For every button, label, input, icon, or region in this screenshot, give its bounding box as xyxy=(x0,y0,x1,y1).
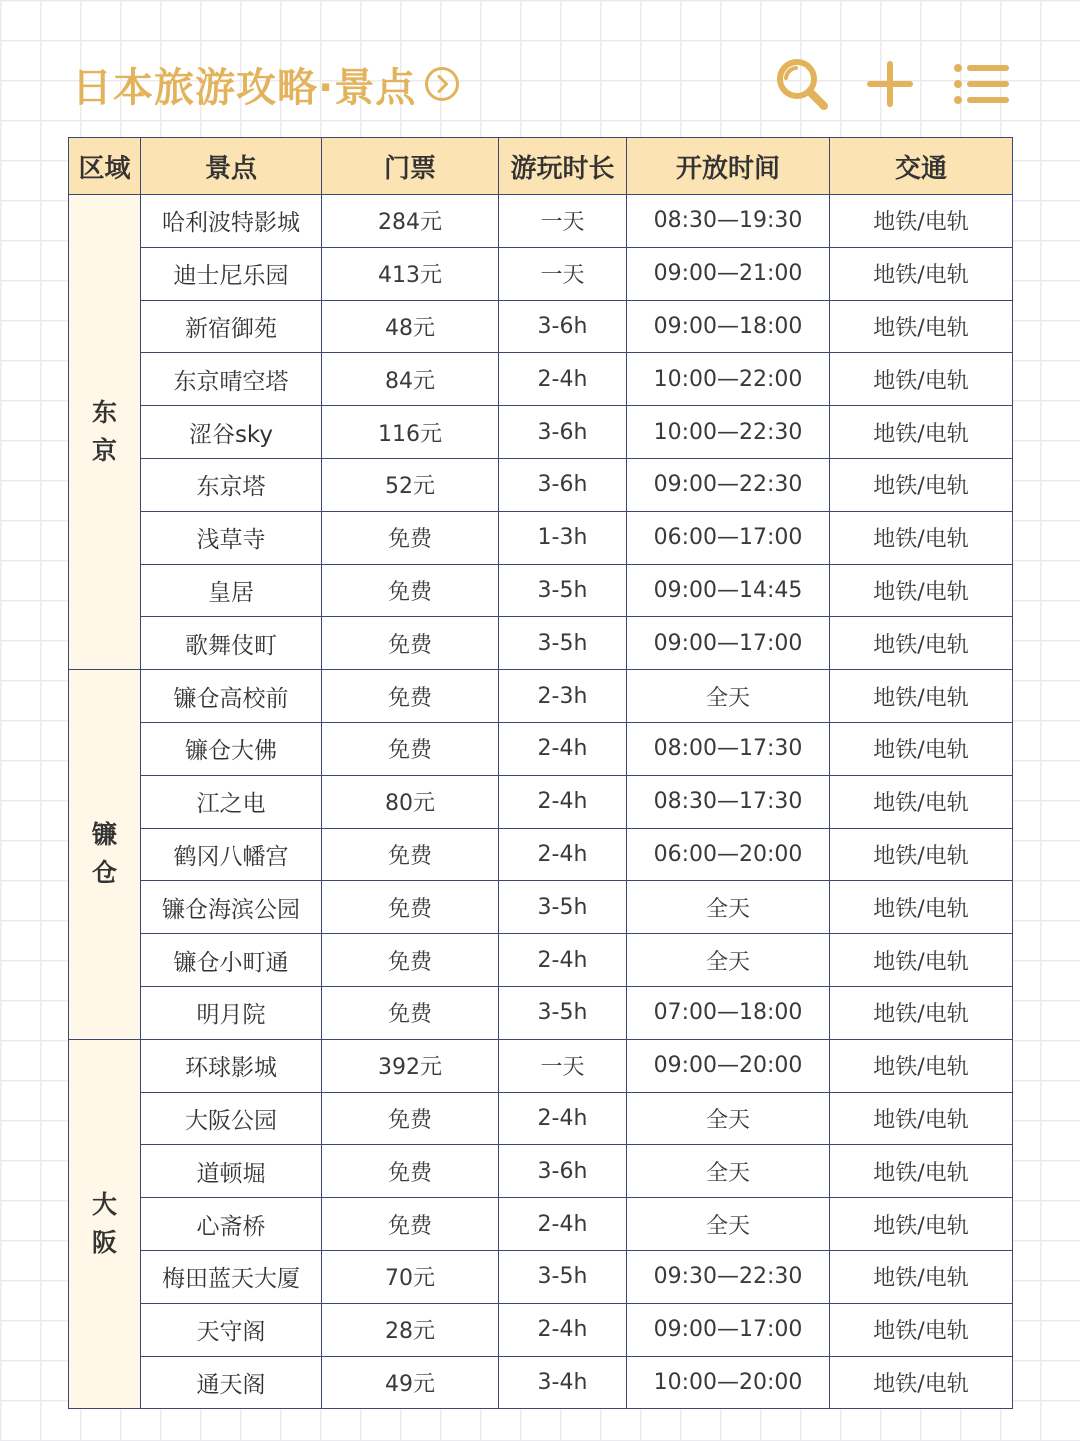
duration-cell: 2-4h xyxy=(499,1303,627,1356)
ticket-cell: 52元 xyxy=(322,458,499,511)
duration-cell: 3-6h xyxy=(499,406,627,459)
table-header-row xyxy=(69,138,1013,195)
column-header-region: 区域 xyxy=(69,138,141,195)
ticket-cell: 免费 xyxy=(322,564,499,617)
duration-cell: 2-4h xyxy=(499,1092,627,1145)
hours-cell: 09:00—21:00 xyxy=(627,247,830,300)
spot-cell: 心斋桥 xyxy=(141,1198,322,1251)
transit-cell: 地铁/电轨 xyxy=(830,1145,1013,1198)
spot-cell: 梅田蓝天大厦 xyxy=(141,1250,322,1303)
table-row xyxy=(69,1039,1013,1092)
ticket-cell: 免费 xyxy=(322,617,499,670)
hours-cell: 全天 xyxy=(627,1092,830,1145)
transit-cell: 地铁/电轨 xyxy=(830,881,1013,934)
duration-cell: 3-5h xyxy=(499,1250,627,1303)
table-row xyxy=(69,1145,1013,1198)
duration-cell: 3-5h xyxy=(499,986,627,1039)
table-row xyxy=(69,564,1013,617)
ticket-cell: 48元 xyxy=(322,300,499,353)
hours-cell: 07:00—18:00 xyxy=(627,986,830,1039)
ticket-cell: 免费 xyxy=(322,1198,499,1251)
ticket-cell: 413元 xyxy=(322,247,499,300)
ticket-cell: 28元 xyxy=(322,1303,499,1356)
duration-cell: 3-5h xyxy=(499,881,627,934)
hours-cell: 08:30—17:30 xyxy=(627,775,830,828)
transit-cell: 地铁/电轨 xyxy=(830,828,1013,881)
transit-cell: 地铁/电轨 xyxy=(830,1198,1013,1251)
column-header-duration: 游玩时长 xyxy=(499,138,627,195)
ticket-cell: 免费 xyxy=(322,934,499,987)
spot-cell: 哈利波特影城 xyxy=(141,195,322,248)
ticket-cell: 116元 xyxy=(322,406,499,459)
spot-cell: 镰仓大佛 xyxy=(141,722,322,775)
duration-cell: 1-3h xyxy=(499,511,627,564)
duration-cell: 一天 xyxy=(499,247,627,300)
transit-cell: 地铁/电轨 xyxy=(830,986,1013,1039)
table-row xyxy=(69,511,1013,564)
transit-cell: 地铁/电轨 xyxy=(830,1039,1013,1092)
list-menu-icon[interactable] xyxy=(950,54,1010,114)
column-header-spot: 景点 xyxy=(141,138,322,195)
table-row xyxy=(69,828,1013,881)
duration-cell: 2-3h xyxy=(499,670,627,723)
table-row xyxy=(69,1198,1013,1251)
hours-cell: 09:00—17:00 xyxy=(627,1303,830,1356)
ticket-cell: 84元 xyxy=(322,353,499,406)
transit-cell: 地铁/电轨 xyxy=(830,195,1013,248)
column-header-hours: 开放时间 xyxy=(627,138,830,195)
table-row xyxy=(69,195,1013,248)
hours-cell: 08:30—19:30 xyxy=(627,195,830,248)
hours-cell: 全天 xyxy=(627,881,830,934)
transit-cell: 地铁/电轨 xyxy=(830,1356,1013,1409)
table-row xyxy=(69,722,1013,775)
duration-cell: 2-4h xyxy=(499,1198,627,1251)
hours-cell: 全天 xyxy=(627,1145,830,1198)
ticket-cell: 70元 xyxy=(322,1250,499,1303)
transit-cell: 地铁/电轨 xyxy=(830,670,1013,723)
transit-cell: 地铁/电轨 xyxy=(830,353,1013,406)
table-body xyxy=(69,195,1013,1409)
ticket-cell: 免费 xyxy=(322,986,499,1039)
duration-cell: 2-4h xyxy=(499,722,627,775)
ticket-cell: 392元 xyxy=(322,1039,499,1092)
duration-cell: 3-5h xyxy=(499,564,627,617)
ticket-cell: 49元 xyxy=(322,1356,499,1409)
chevron-circle-right-icon[interactable] xyxy=(424,66,460,102)
duration-cell: 3-4h xyxy=(499,1356,627,1409)
table-row xyxy=(69,300,1013,353)
table-row xyxy=(69,775,1013,828)
hours-cell: 09:30—22:30 xyxy=(627,1250,830,1303)
hours-cell: 09:00—17:00 xyxy=(627,617,830,670)
ticket-cell: 免费 xyxy=(322,828,499,881)
hours-cell: 全天 xyxy=(627,670,830,723)
spot-cell: 鹤冈八幡宫 xyxy=(141,828,322,881)
region-label: 东京 xyxy=(91,398,117,466)
ticket-cell: 284元 xyxy=(322,195,499,248)
spot-cell: 东京晴空塔 xyxy=(141,353,322,406)
region-cell xyxy=(69,195,141,670)
hours-cell: 06:00—20:00 xyxy=(627,828,830,881)
transit-cell: 地铁/电轨 xyxy=(830,511,1013,564)
transit-cell: 地铁/电轨 xyxy=(830,406,1013,459)
spot-cell: 皇居 xyxy=(141,564,322,617)
hours-cell: 09:00—20:00 xyxy=(627,1039,830,1092)
spot-cell: 镰仓海滨公园 xyxy=(141,881,322,934)
hours-cell: 10:00—20:00 xyxy=(627,1356,830,1409)
table-row xyxy=(69,406,1013,459)
table-row xyxy=(69,934,1013,987)
hours-cell: 全天 xyxy=(627,1198,830,1251)
attractions-table-container xyxy=(68,137,1013,1409)
table-row xyxy=(69,1250,1013,1303)
transit-cell: 地铁/电轨 xyxy=(830,722,1013,775)
table-row xyxy=(69,881,1013,934)
spot-cell: 大阪公园 xyxy=(141,1092,322,1145)
duration-cell: 一天 xyxy=(499,1039,627,1092)
spot-cell: 镰仓高校前 xyxy=(141,670,322,723)
duration-cell: 2-4h xyxy=(499,934,627,987)
search-icon[interactable] xyxy=(772,54,832,114)
attractions-table xyxy=(68,137,1013,1409)
plus-icon[interactable] xyxy=(860,54,920,114)
duration-cell: 3-6h xyxy=(499,300,627,353)
table-row xyxy=(69,247,1013,300)
spot-cell: 江之电 xyxy=(141,775,322,828)
transit-cell: 地铁/电轨 xyxy=(830,564,1013,617)
column-header-ticket: 门票 xyxy=(322,138,499,195)
hours-cell: 10:00—22:30 xyxy=(627,406,830,459)
page-header xyxy=(0,0,1080,138)
region-cell xyxy=(69,1039,141,1409)
duration-cell: 2-4h xyxy=(499,353,627,406)
ticket-cell: 免费 xyxy=(322,722,499,775)
page-title[interactable] xyxy=(72,56,460,112)
hours-cell: 09:00—18:00 xyxy=(627,300,830,353)
table-row xyxy=(69,353,1013,406)
ticket-cell: 免费 xyxy=(322,511,499,564)
hours-cell: 09:00—14:45 xyxy=(627,564,830,617)
spot-cell: 环球影城 xyxy=(141,1039,322,1092)
duration-cell: 一天 xyxy=(499,195,627,248)
page-title-text: 日本旅游攻略·景点 xyxy=(72,64,417,111)
spot-cell: 天守阁 xyxy=(141,1303,322,1356)
spot-cell: 迪士尼乐园 xyxy=(141,247,322,300)
transit-cell: 地铁/电轨 xyxy=(830,934,1013,987)
transit-cell: 地铁/电轨 xyxy=(830,617,1013,670)
region-cell xyxy=(69,670,141,1040)
ticket-cell: 免费 xyxy=(322,1145,499,1198)
ticket-cell: 免费 xyxy=(322,670,499,723)
hours-cell: 09:00—22:30 xyxy=(627,458,830,511)
hours-cell: 06:00—17:00 xyxy=(627,511,830,564)
duration-cell: 2-4h xyxy=(499,775,627,828)
table-row xyxy=(69,1303,1013,1356)
duration-cell: 3-6h xyxy=(499,1145,627,1198)
table-row xyxy=(69,1092,1013,1145)
spot-cell: 涩谷sky xyxy=(141,406,322,459)
spot-cell: 浅草寺 xyxy=(141,511,322,564)
hours-cell: 全天 xyxy=(627,934,830,987)
ticket-cell: 80元 xyxy=(322,775,499,828)
region-label: 镰仓 xyxy=(91,820,117,888)
spot-cell: 镰仓小町通 xyxy=(141,934,322,987)
ticket-cell: 免费 xyxy=(322,881,499,934)
spot-cell: 通天阁 xyxy=(141,1356,322,1409)
hours-cell: 10:00—22:00 xyxy=(627,353,830,406)
column-header-transit: 交通 xyxy=(830,138,1013,195)
transit-cell: 地铁/电轨 xyxy=(830,247,1013,300)
transit-cell: 地铁/电轨 xyxy=(830,775,1013,828)
transit-cell: 地铁/电轨 xyxy=(830,1250,1013,1303)
duration-cell: 3-5h xyxy=(499,617,627,670)
spot-cell: 东京塔 xyxy=(141,458,322,511)
transit-cell: 地铁/电轨 xyxy=(830,1303,1013,1356)
table-row xyxy=(69,670,1013,723)
spot-cell: 道顿堀 xyxy=(141,1145,322,1198)
transit-cell: 地铁/电轨 xyxy=(830,458,1013,511)
transit-cell: 地铁/电轨 xyxy=(830,300,1013,353)
ticket-cell: 免费 xyxy=(322,1092,499,1145)
duration-cell: 2-4h xyxy=(499,828,627,881)
table-row xyxy=(69,986,1013,1039)
region-label: 大阪 xyxy=(91,1190,117,1258)
spot-cell: 歌舞伎町 xyxy=(141,617,322,670)
transit-cell: 地铁/电轨 xyxy=(830,1092,1013,1145)
table-row xyxy=(69,458,1013,511)
table-row xyxy=(69,617,1013,670)
hours-cell: 08:00—17:30 xyxy=(627,722,830,775)
spot-cell: 明月院 xyxy=(141,986,322,1039)
table-row xyxy=(69,1356,1013,1409)
duration-cell: 3-6h xyxy=(499,458,627,511)
spot-cell: 新宿御苑 xyxy=(141,300,322,353)
